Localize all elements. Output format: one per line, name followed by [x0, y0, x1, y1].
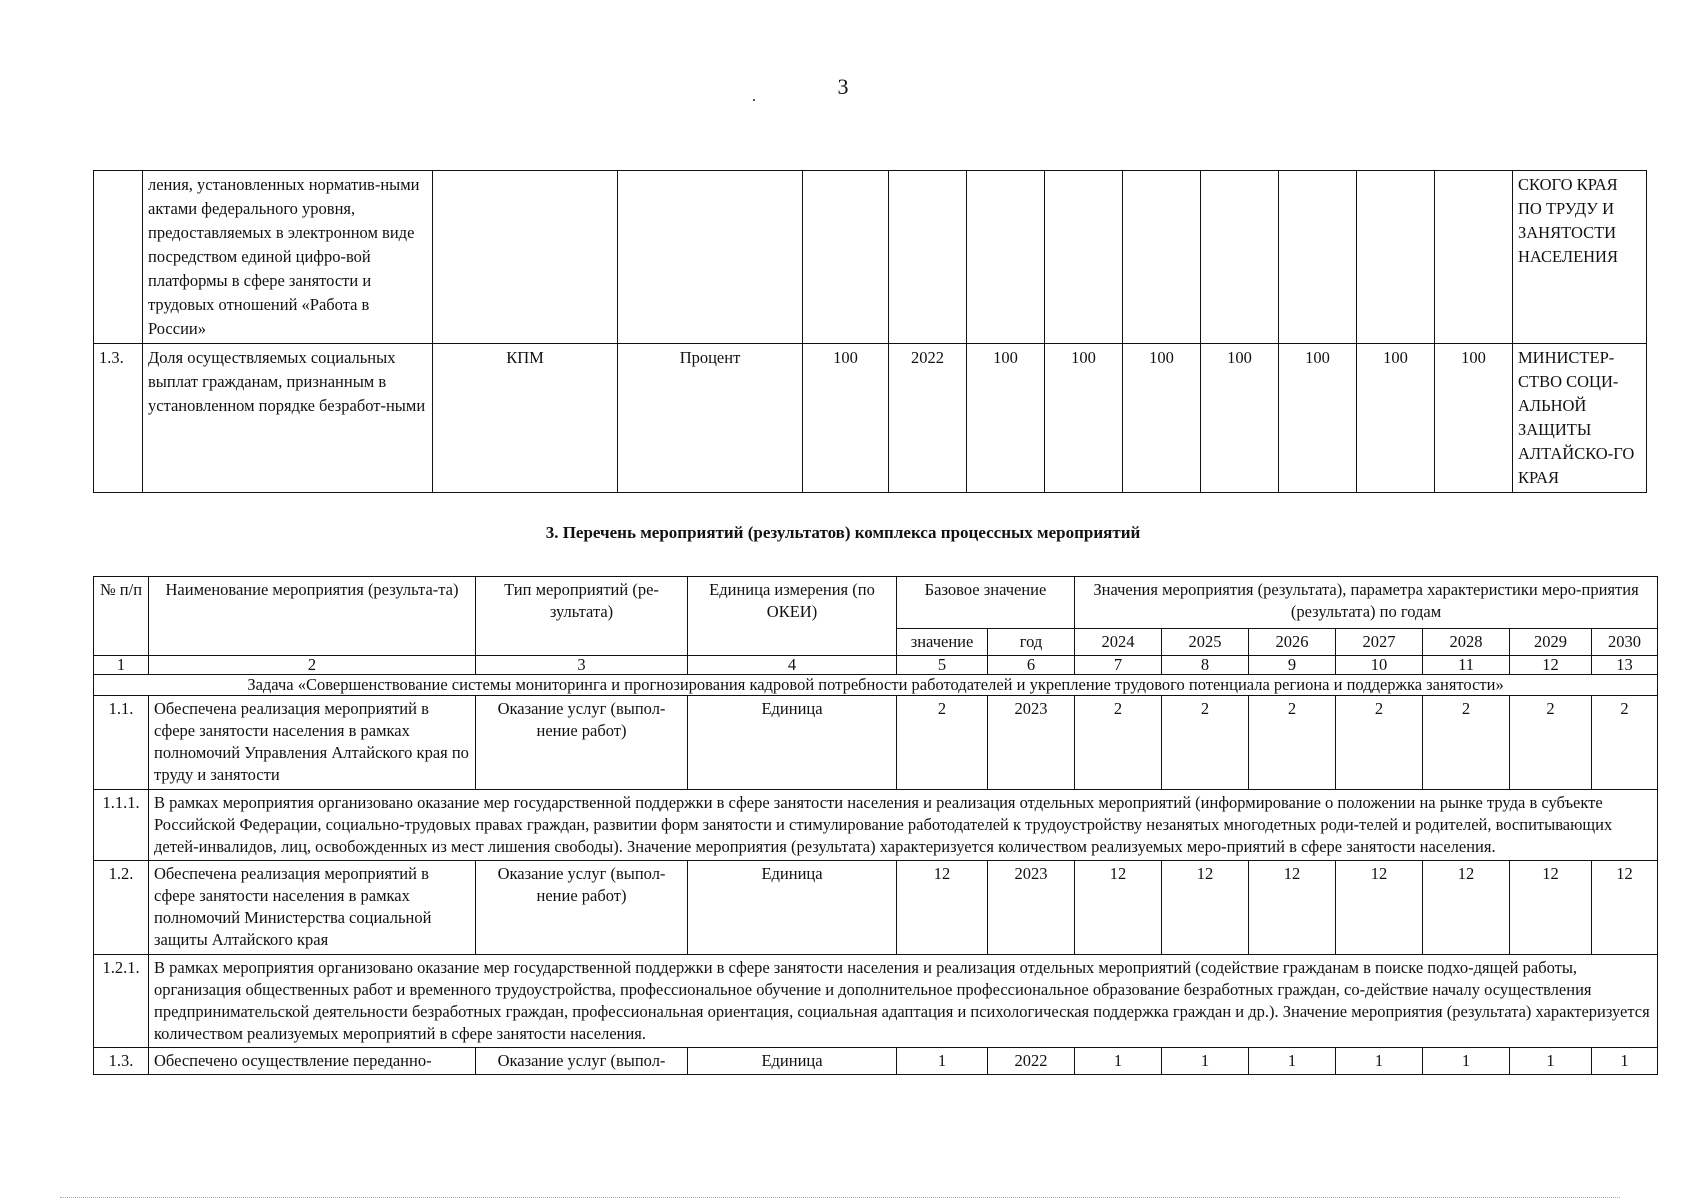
- year-value: 1: [1075, 1048, 1162, 1075]
- measure-name: Обеспечено осуществление переданно-: [149, 1048, 476, 1075]
- column-number: 4: [688, 656, 897, 675]
- col-header-unit: Единица измерения (по ОКЕИ): [688, 577, 897, 656]
- base-year: [889, 171, 967, 344]
- measure-description: В рамках мероприятия организовано оказание мер государственной поддержки в сфере занятости населения и реализация отдельных мероприятий (информирование о положении на рынке труда в субъекте Российской Федерации, социально-трудовых правах граждан, развитии форм занятости и стимулирование работодателей к трудоустройству незанятых многодетных роди-телей и родителей, воспитывающих детей-инвалидов, лиц, освобожденных из мест лишения свободы). Значение мероприятия (результата) характеризуется количеством реализуемых меро-приятий в сфере занятости населения.: [149, 790, 1658, 861]
- year-value: [967, 171, 1045, 344]
- row-number: [94, 171, 143, 344]
- col-header-base-value: значение: [897, 629, 988, 656]
- base-value: 100: [803, 344, 889, 493]
- indicator-name: ления, установленных норматив-ными актами федерального уровня, предоставляемых в электронном виде посредством единой цифро-вой платформы в сфере занятости и трудовых отношений «Работа в России»: [143, 171, 433, 344]
- base-year: 2022: [988, 1048, 1075, 1075]
- year-value: 2: [1162, 696, 1249, 790]
- table-row: [94, 790, 1658, 861]
- year-value: 2: [1336, 696, 1423, 790]
- year-value: 12: [1510, 861, 1592, 955]
- table-row: [94, 1048, 1658, 1075]
- year-value: [1279, 171, 1357, 344]
- year-value: 100: [1279, 344, 1357, 493]
- column-number: 9: [1249, 656, 1336, 675]
- year-value: 1: [1249, 1048, 1336, 1075]
- table-row: [94, 344, 1647, 493]
- base-year: 2023: [988, 696, 1075, 790]
- col-header-type: Тип мероприятий (ре-зультата): [476, 577, 688, 656]
- scan-speck: .: [752, 88, 756, 105]
- base-year: 2023: [988, 861, 1075, 955]
- indicator-type: КПМ: [433, 344, 618, 493]
- measure-description: В рамках мероприятия организовано оказание мер государственной поддержки в сфере занятости населения и реализация отдельных мероприятий (содействие гражданам в поиске подхо-дящей работы, организация общественных работ и временного трудоустройства, профессиональное обучение и дополнительное профессиональное образование безработных граждан, со-действие началу осуществления предпринимательской деятельности безработных граждан, профессиональная ориентация, социальная адаптация и психологическая поддержка граждан и др.). Значение мероприятия (результата) характеризуется количеством реализуемых мероприятий в сфере занятости населения.: [149, 955, 1658, 1048]
- responsible-body: МИНИСТЕР-СТВО СОЦИ-АЛЬНОЙ ЗАЩИТЫ АЛТАЙСКО-ГО КРАЯ: [1513, 344, 1647, 493]
- indicator-unit: [618, 171, 803, 344]
- year-value: 2: [1075, 696, 1162, 790]
- column-number: 6: [988, 656, 1075, 675]
- col-header-number: № п/п: [94, 577, 149, 656]
- indicator-type: [433, 171, 618, 344]
- row-number: 1.2.1.: [94, 955, 149, 1048]
- row-number: 1.2.: [94, 861, 149, 955]
- year-value: [1123, 171, 1201, 344]
- table-row: [94, 171, 1647, 344]
- indicator-unit: Процент: [618, 344, 803, 493]
- measure-type: Оказание услуг (выпол-: [476, 1048, 688, 1075]
- base-value: 1: [897, 1048, 988, 1075]
- column-number: 1: [94, 656, 149, 675]
- measure-name: Обеспечена реализация мероприятий в сфере занятости населения в рамках полномочий Управления Алтайского края по труду и занятости: [149, 696, 476, 790]
- year-value: 2: [1592, 696, 1658, 790]
- column-number: 13: [1592, 656, 1658, 675]
- row-number: 1.1.1.: [94, 790, 149, 861]
- indicators-table-continuation: [93, 170, 1647, 493]
- row-number: 1.3.: [94, 344, 143, 493]
- year-value: 100: [1123, 344, 1201, 493]
- indicator-name: Доля осуществляемых социальных выплат гражданам, признанным в установленном порядке безработ-ными: [143, 344, 433, 493]
- measure-type: Оказание услуг (выпол-нение работ): [476, 696, 688, 790]
- column-numbers-row: [94, 656, 1658, 675]
- year-value: 12: [1336, 861, 1423, 955]
- year-value: 12: [1249, 861, 1336, 955]
- col-header-year: 2028: [1423, 629, 1510, 656]
- col-header-values: Значения мероприятия (результата), параметра характеристики меро-приятия (результата) по годам: [1075, 577, 1658, 629]
- measure-unit: Единица: [688, 861, 897, 955]
- year-value: 1: [1592, 1048, 1658, 1075]
- task-row: [94, 675, 1658, 696]
- col-header-year: 2030: [1592, 629, 1658, 656]
- year-value: 2: [1510, 696, 1592, 790]
- measure-type: Оказание услуг (выпол-нение работ): [476, 861, 688, 955]
- year-value: 100: [1045, 344, 1123, 493]
- base-value: 12: [897, 861, 988, 955]
- base-value: [803, 171, 889, 344]
- year-value: 100: [1435, 344, 1513, 493]
- column-number: 12: [1510, 656, 1592, 675]
- year-value: 100: [967, 344, 1045, 493]
- col-header-base: Базовое значение: [897, 577, 1075, 629]
- measure-unit: Единица: [688, 1048, 897, 1075]
- column-number: 10: [1336, 656, 1423, 675]
- year-value: [1357, 171, 1435, 344]
- measure-unit: Единица: [688, 696, 897, 790]
- col-header-year: 2024: [1075, 629, 1162, 656]
- year-value: 12: [1162, 861, 1249, 955]
- year-value: 2: [1249, 696, 1336, 790]
- table-row: [94, 696, 1658, 790]
- base-value: 2: [897, 696, 988, 790]
- col-header-year: 2026: [1249, 629, 1336, 656]
- year-value: 2: [1423, 696, 1510, 790]
- column-number: 2: [149, 656, 476, 675]
- year-value: 100: [1357, 344, 1435, 493]
- year-value: 1: [1162, 1048, 1249, 1075]
- row-number: 1.1.: [94, 696, 149, 790]
- table-row: [94, 861, 1658, 955]
- measure-name: Обеспечена реализация мероприятий в сфере занятости населения в рамках полномочий Министерства социальной защиты Алтайского края: [149, 861, 476, 955]
- base-year: 2022: [889, 344, 967, 493]
- col-header-year: 2029: [1510, 629, 1592, 656]
- col-header-year: 2025: [1162, 629, 1249, 656]
- col-header-year: 2027: [1336, 629, 1423, 656]
- column-number: 3: [476, 656, 688, 675]
- year-value: [1045, 171, 1123, 344]
- column-number: 5: [897, 656, 988, 675]
- table-row: [94, 955, 1658, 1048]
- page-number: 3: [837, 74, 849, 99]
- scan-edge-noise: [60, 1191, 1620, 1198]
- column-number: 8: [1162, 656, 1249, 675]
- year-value: 12: [1592, 861, 1658, 955]
- col-header-name: Наименование мероприятия (результа-та): [149, 577, 476, 656]
- measures-table: [93, 576, 1658, 1075]
- year-value: 12: [1075, 861, 1162, 955]
- col-header-base-year: год: [988, 629, 1075, 656]
- year-value: 1: [1510, 1048, 1592, 1075]
- responsible-body: СКОГО КРАЯ ПО ТРУДУ И ЗАНЯТОСТИ НАСЕЛЕНИЯ: [1513, 171, 1647, 344]
- year-value: 12: [1423, 861, 1510, 955]
- year-value: 1: [1336, 1048, 1423, 1075]
- year-value: 100: [1201, 344, 1279, 493]
- section-title: 3. Перечень мероприятий (результатов) комплекса процессных мероприятий: [545, 523, 1141, 542]
- year-value: [1201, 171, 1279, 344]
- year-value: 1: [1423, 1048, 1510, 1075]
- year-value: [1435, 171, 1513, 344]
- column-number: 7: [1075, 656, 1162, 675]
- header-row: [94, 577, 1658, 629]
- task-title: Задача «Совершенствование системы мониторинга и прогнозирования кадровой потребности работодателей и укрепление трудового потенциала региона и поддержка занятости»: [94, 675, 1658, 696]
- column-number: 11: [1423, 656, 1510, 675]
- row-number: 1.3.: [94, 1048, 149, 1075]
